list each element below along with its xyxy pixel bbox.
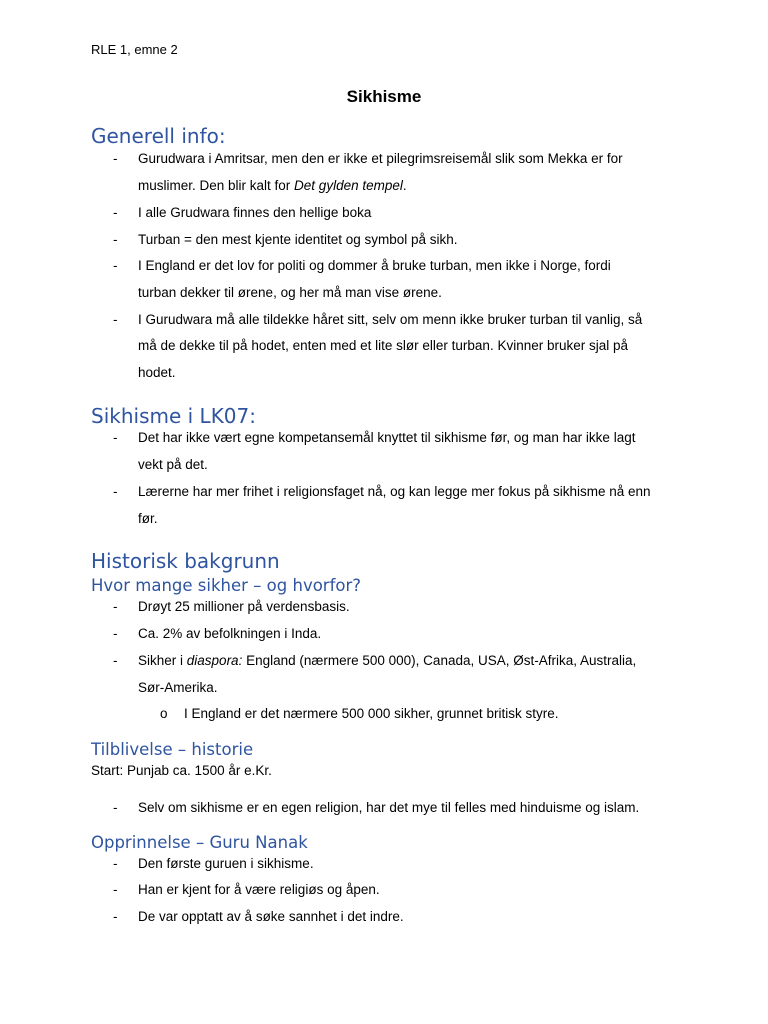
list-item-text: Gurudwara i Amritsar, men den er ikke et pilegrimsreisemål slik som Mekka er for xyxy=(138,151,623,166)
bullet-dash: - xyxy=(113,599,118,614)
bullet-dash: - xyxy=(113,484,118,499)
bullet-dash: - xyxy=(113,258,118,273)
bullet-dash: - xyxy=(113,626,118,641)
list-item-text: Turban = den mest kjente identitet og symbol på sikh. xyxy=(138,232,458,247)
list-item-text: I alle Grudwara finnes den hellige boka xyxy=(138,205,372,220)
bullet-dash: - xyxy=(113,232,118,247)
subheading-hvor-mange-sikher: Hvor mange sikher – og hvorfor? xyxy=(91,576,362,595)
list-item-text: hodet. xyxy=(138,365,176,380)
emphasis-text: Det gylden tempel xyxy=(294,178,403,193)
list-item-text: I England er det lov for politi og dommer å bruke turban, men ikke i Norge, fordi xyxy=(138,258,611,273)
bullet-dash: - xyxy=(113,205,118,220)
list-item-text: Ca. 2% av befolkningen i Inda. xyxy=(138,626,322,641)
document-title: Sikhisme xyxy=(346,87,422,106)
bullet-dash: - xyxy=(113,653,118,668)
section-heading-historisk-bakgrunn: Historisk bakgrunn xyxy=(91,549,280,573)
bullet-dash: - xyxy=(113,882,118,897)
list-item-text: Sør-Amerika. xyxy=(138,680,218,695)
list-item-text: Lærerne har mer frihet i religionsfaget nå, og kan legge mer fokus på sikhisme nå enn xyxy=(138,484,651,499)
bullet-dash: - xyxy=(113,909,118,924)
list-item-text: Det har ikke vært egne kompetansemål knyttet til sikhisme før, og man har ikke lagt xyxy=(138,430,636,445)
bullet-dash: - xyxy=(113,430,118,445)
subheading-opprinnelse: Opprinnelse – Guru Nanak xyxy=(91,833,308,852)
bullet-dash: - xyxy=(113,312,118,327)
bullet-dash: - xyxy=(113,856,118,871)
list-item-text: før. xyxy=(138,511,158,526)
subheading-tilblivelse: Tilblivelse – historie xyxy=(91,740,254,759)
list-item-text: Den første guruen i sikhisme. xyxy=(138,856,314,871)
list-item-text: De var opptatt av å søke sannhet i det indre. xyxy=(138,909,404,924)
list-item-text: vekt på det. xyxy=(138,457,208,472)
list-item-text: Sikher i diaspora: England (nærmere 500 000), Canada, USA, Øst-Afrika, Australia, xyxy=(138,653,637,668)
list-item-text: I Gurudwara må alle tildekke håret sitt, selv om menn ikke bruker turban til vanlig, så xyxy=(138,312,643,327)
sub-list-item-text: I England er det nærmere 500 000 sikher, grunnet britisk styre. xyxy=(184,706,559,721)
page-header: RLE 1, emne 2 xyxy=(91,42,178,57)
start-text: Start: Punjab ca. 1500 år e.Kr. xyxy=(91,763,272,778)
emphasis-text: diaspora: xyxy=(186,653,243,668)
section-heading-generell-info: Generell info: xyxy=(91,124,226,148)
section-heading-lk07: Sikhisme i LK07: xyxy=(91,404,256,428)
list-item-text: Han er kjent for å være religiøs og åpen. xyxy=(138,882,380,897)
bullet-dash: - xyxy=(113,800,118,815)
list-item-text: muslimer. Den blir kalt for Det gylden tempel. xyxy=(138,178,407,193)
bullet-dash: - xyxy=(113,151,118,166)
sub-bullet-circle: o xyxy=(160,706,168,721)
list-item-text: turban dekker til ørene, og her må man vise ørene. xyxy=(138,285,442,300)
list-item-text: må de dekke til på hodet, enten med et lite slør eller turban. Kvinner bruker sjal på xyxy=(138,338,629,353)
list-item-text: Drøyt 25 millioner på verdensbasis. xyxy=(138,599,350,614)
list-item-text: Selv om sikhisme er en egen religion, har det mye til felles med hinduisme og islam. xyxy=(138,800,640,815)
